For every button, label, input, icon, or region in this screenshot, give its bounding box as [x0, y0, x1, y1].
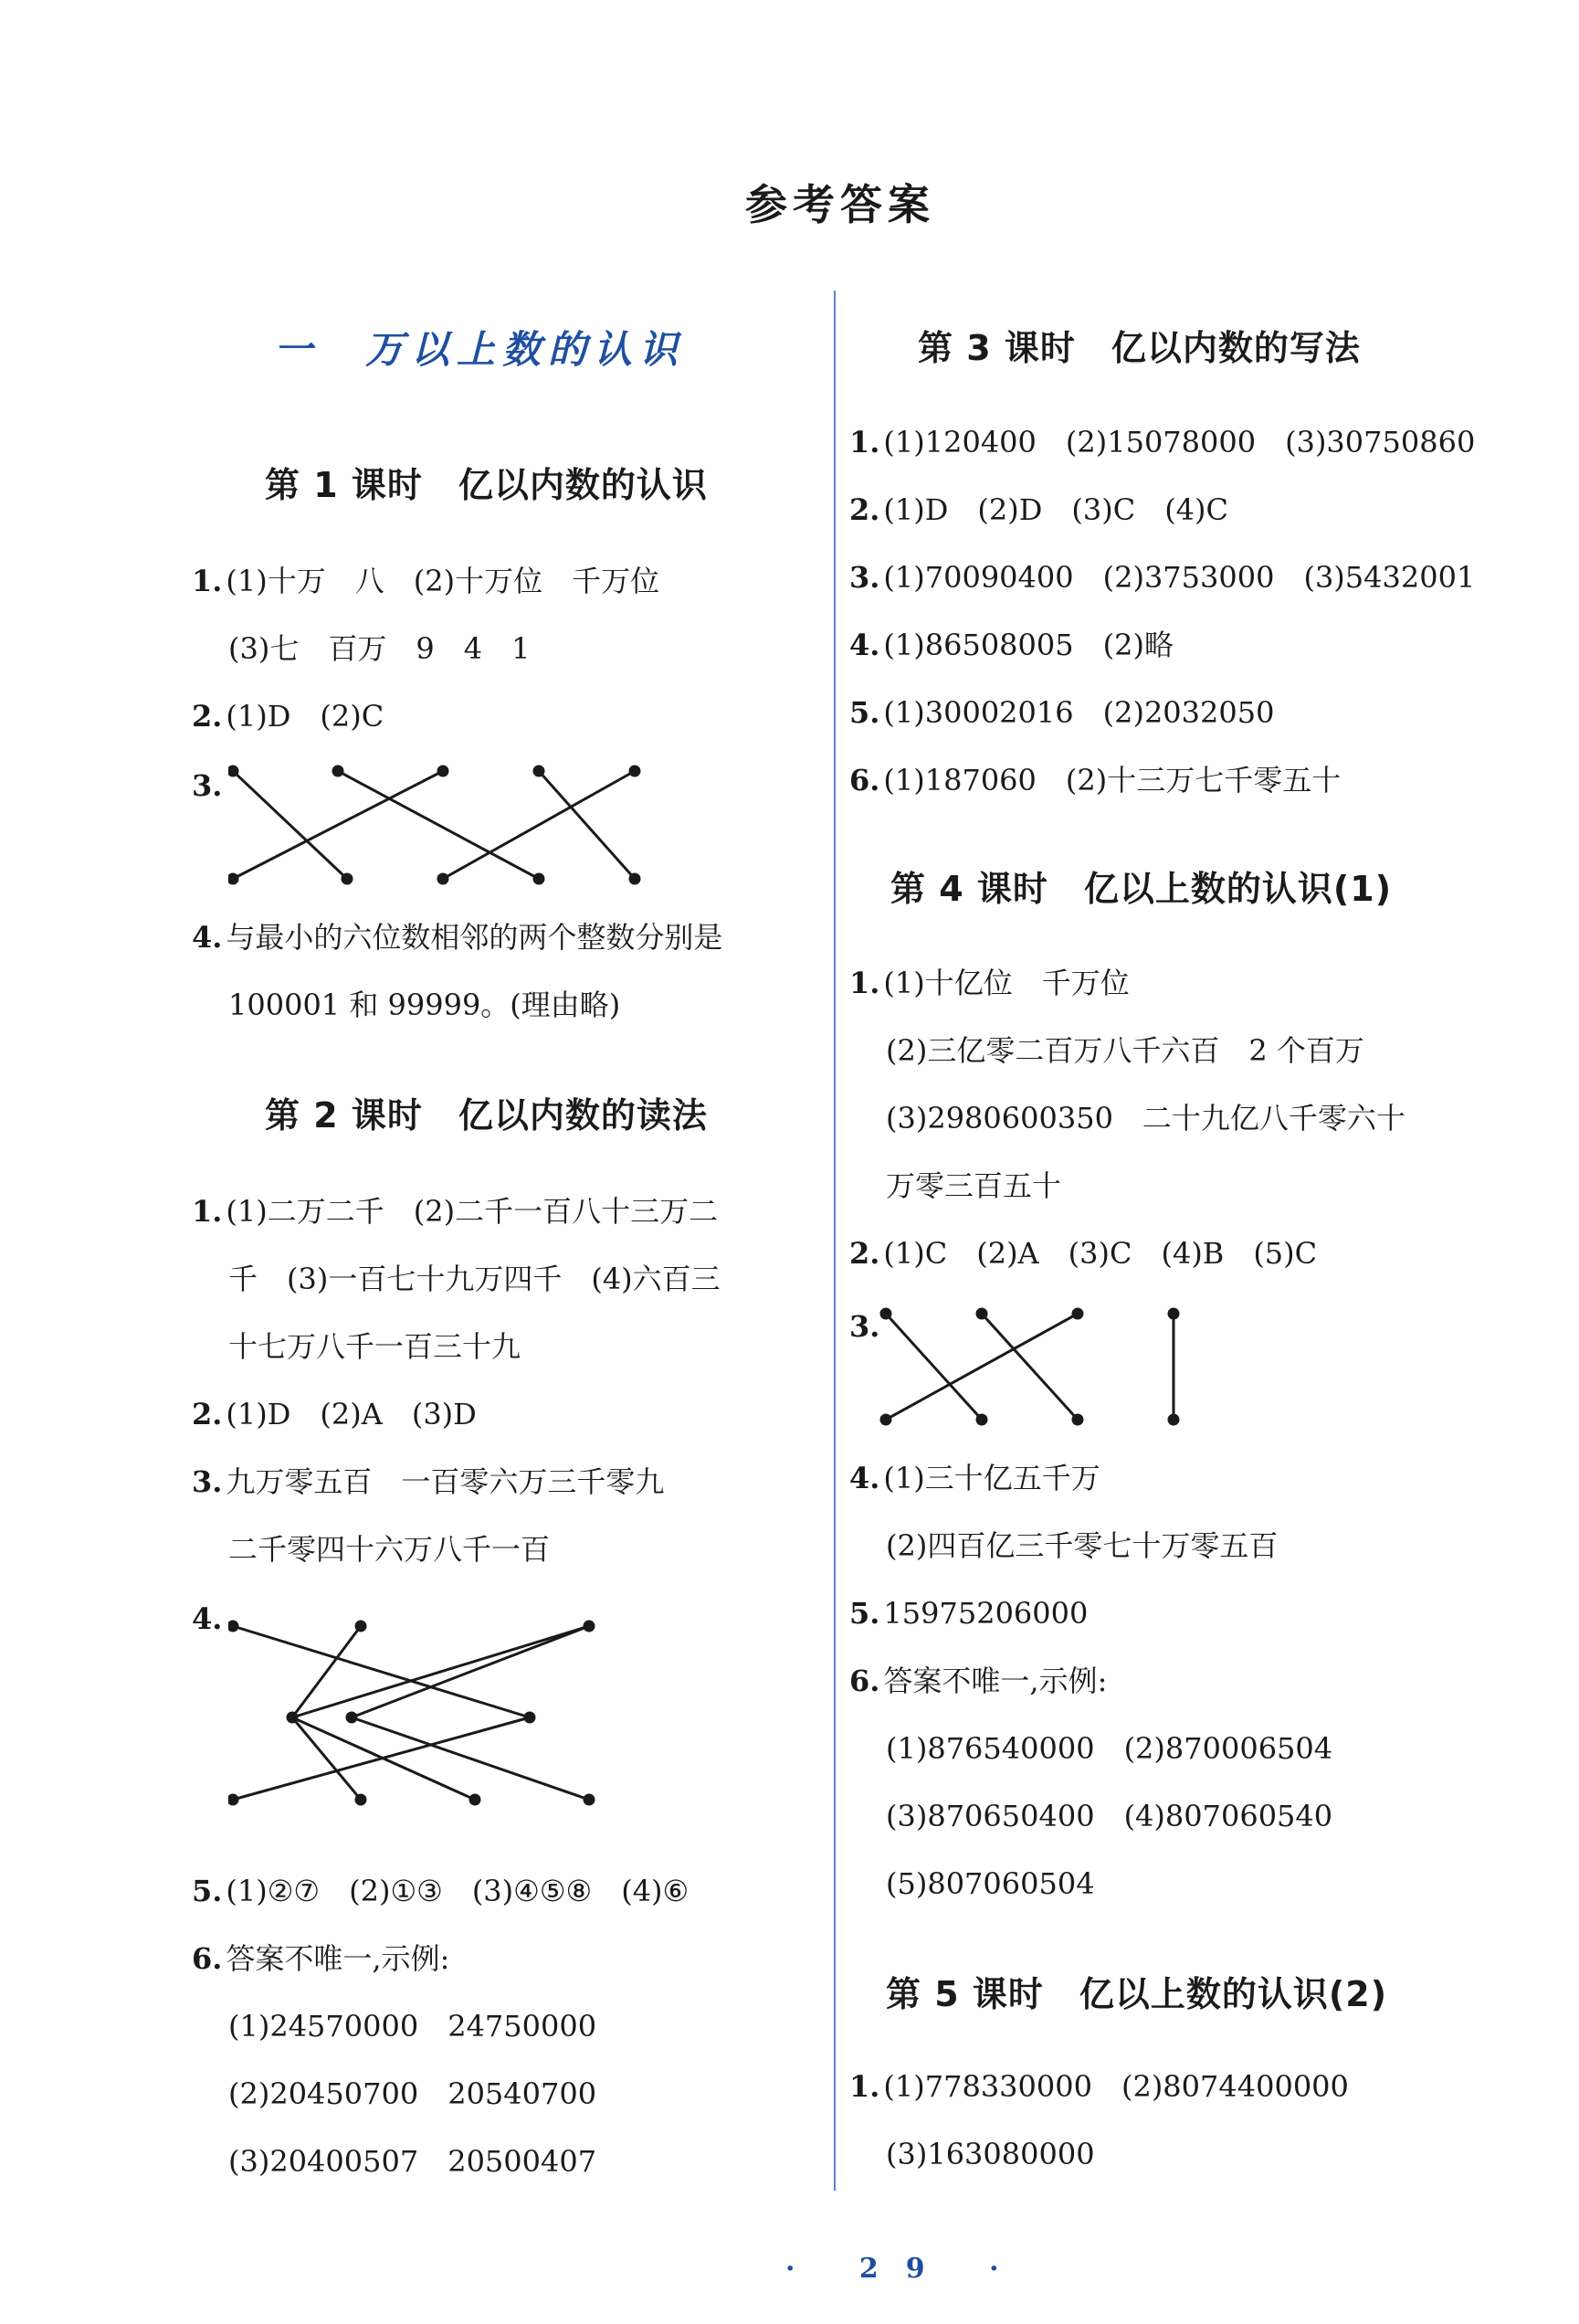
answer-line: (3)20400507 20500407 [228, 2144, 597, 2179]
answer-line: (3)2980600350 二十九亿八千零六十 [886, 1101, 1405, 1136]
answer-line: (2)20450700 20540700 [228, 2076, 597, 2111]
answer-line: 2. (1)D (2)C [192, 699, 384, 734]
answer-line: (1)876540000 (2)870006504 [886, 1731, 1333, 1766]
matching-diagram-2 [228, 1617, 621, 1809]
answer-line: 6. 答案不唯一,示例: [849, 1664, 1108, 1698]
answer-line: (5)807060504 [886, 1866, 1095, 1901]
answer-line: 2. (1)D (2)D (3)C (4)C [849, 492, 1229, 527]
answer-line: 2. (1)D (2)A (3)D [192, 1397, 477, 1431]
lesson-5-title: 第 5 课时 亿以上数的认识(2) [886, 1974, 1388, 2014]
page-number: · 29 · [785, 2253, 1026, 2285]
answer-line: 1. (1)十亿位 千万位 [849, 966, 1130, 1000]
answer-line: 3. [849, 1309, 880, 1344]
answer-line: 4. (1)86508005 (2)略 [849, 628, 1174, 662]
answer-line: 4. 与最小的六位数相邻的两个整数分别是 [192, 920, 723, 955]
answer-line: 2. (1)C (2)A (3)C (4)B (5)C [849, 1236, 1318, 1271]
answer-line: (1)24570000 24750000 [228, 2009, 597, 2044]
lesson-3-title: 第 3 课时 亿以内数的写法 [918, 328, 1361, 368]
answer-line: 1. (1)十万 八 (2)十万位 千万位 [192, 564, 660, 598]
lesson-2-title: 第 2 课时 亿以内数的读法 [265, 1095, 708, 1136]
answer-line: 1. (1)120400 (2)15078000 (3)30750860 [849, 425, 1476, 460]
page-title: 参考答案 [745, 180, 935, 229]
answer-line: 3. [192, 768, 223, 803]
answer-line: (2)四百亿三千零七十万零五百 [886, 1528, 1279, 1563]
lesson-4-title: 第 4 课时 亿以上数的认识(1) [890, 869, 1393, 909]
answer-line: 3. 九万零五百 一百零六万三千零九 [192, 1464, 665, 1499]
answer-line: (2)三亿零二百万八千六百 2 个百万 [886, 1033, 1364, 1068]
answer-line: 6. (1)187060 (2)十三万七千零五十 [849, 763, 1342, 798]
answer-line: (3)163080000 [886, 2137, 1095, 2171]
unit-heading: 一 万以上数的认识 [274, 327, 686, 372]
answer-line: 5. (1)30002016 (2)2032050 [849, 695, 1275, 730]
answer-line: 4. (1)三十亿五千万 [849, 1461, 1100, 1495]
answer-line: 十七万八千一百三十九 [228, 1329, 521, 1364]
answer-line: 二千零四十六万八千一百 [228, 1532, 551, 1567]
answer-line: 万零三百五十 [886, 1168, 1062, 1203]
column-divider [834, 290, 836, 2191]
answer-line: 千 (3)一百七十九万四千 (4)六百三 [228, 1262, 721, 1296]
answer-line: 5. 15975206000 [849, 1596, 1089, 1631]
answer-line: 1. (1)二万二千 (2)二千一百八十三万二 [192, 1194, 719, 1229]
answer-line: 4. [192, 1601, 223, 1636]
answer-line: (3)七 百万 9 4 1 [228, 631, 531, 666]
answer-line: 6. 答案不唯一,示例: [192, 1941, 450, 1976]
answer-line: 100001 和 99999。(理由略) [228, 988, 621, 1022]
answer-line: (3)870650400 (4)807060540 [886, 1799, 1333, 1833]
matching-diagram-1 [228, 758, 667, 895]
lesson-1-title: 第 1 课时 亿以内数的认识 [265, 465, 708, 505]
answer-line: 1. (1)778330000 (2)8074400000 [849, 2069, 1349, 2104]
matching-diagram-3 [877, 1305, 1187, 1442]
answer-line: 5. (1)②⑦ (2)①③ (3)④⑤⑧ (4)⑥ [192, 1874, 689, 1908]
answer-line: 3. (1)70090400 (2)3753000 (3)5432001 [849, 560, 1476, 595]
